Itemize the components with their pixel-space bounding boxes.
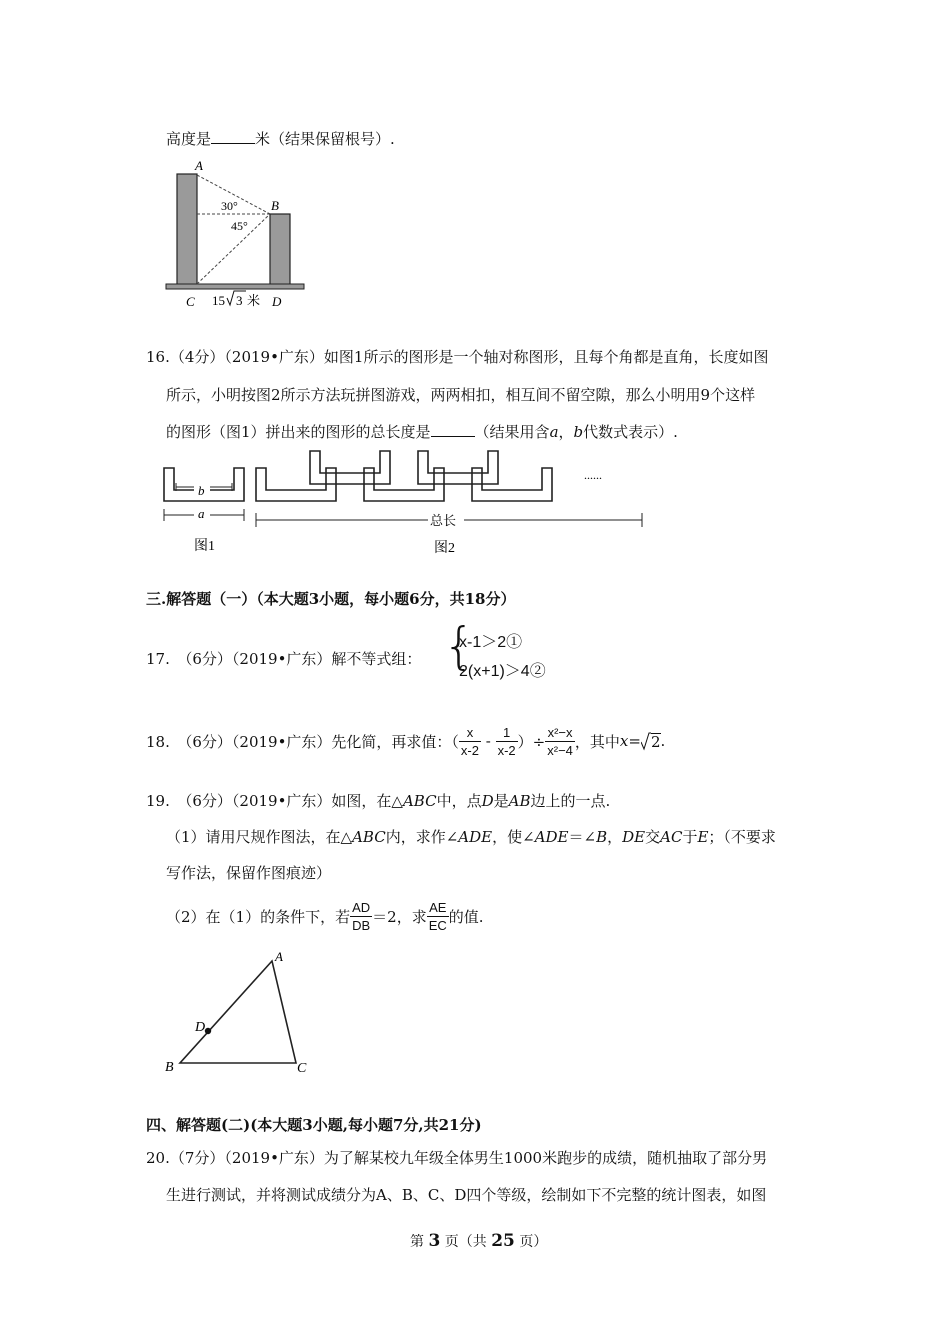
ellipsis: ...... bbox=[584, 468, 602, 482]
label-A: A bbox=[195, 158, 203, 173]
q19-line1: 19. （6分）（2019•广东）如图，在△ABC中，点D是AB边上的一点. bbox=[146, 792, 611, 810]
shape-fig2-4 bbox=[418, 451, 498, 484]
q16-line2: 所示，小明按图2所示方法玩拼图游戏，两两相扣，相互间不留空隙，那么小明用9个这样 bbox=[166, 386, 756, 404]
figure-puzzle bbox=[150, 445, 650, 560]
label-B: B bbox=[271, 198, 279, 213]
inequality-1: x-1＞2① bbox=[459, 634, 523, 651]
label-base-root: 3 bbox=[236, 293, 243, 308]
shape-fig2-2 bbox=[310, 451, 390, 484]
section4-title: 四、解答题(二)(本大题3小题,每小题7分,共21分) bbox=[146, 1116, 482, 1134]
q18: 18. （6分）（2019•广东）先化简，再求值：（ $\frac{x}{x-2}$ - $\frac{1}{x-2}$ ）÷ $\frac{\text{x²−x}}{\text{x²−4}}$ ，其中 x = 2 . bbox=[146, 724, 666, 758]
label-a: a bbox=[198, 506, 205, 521]
inequality-2: 2(x+1)＞4② bbox=[459, 663, 546, 680]
figure-triangle bbox=[160, 945, 320, 1080]
q19-part1: （1）请用尺规作图法，在△ABC内，求作∠ADE，使∠ADE＝∠B，DE交AC于E；（不要求 bbox=[166, 828, 776, 846]
label-C: C bbox=[186, 294, 195, 309]
q16-line1: 16.（4分）（2019•广东）如图1所示的图形是一个轴对称图形，且每个角都是直角，长度如图 bbox=[146, 348, 769, 366]
triangle-abc bbox=[180, 961, 296, 1063]
total-pages: 25 bbox=[491, 1231, 515, 1251]
caption-fig2: 图2 bbox=[434, 541, 455, 556]
figure-two-buildings bbox=[160, 155, 310, 313]
fraction-1: $\frac{x}{x-2}$ bbox=[460, 724, 479, 758]
sqrt-sign bbox=[641, 731, 651, 751]
fraction-ad-db: $\frac{AD}{DB}$ bbox=[352, 899, 371, 933]
label-D: D bbox=[272, 294, 282, 309]
label-b: b bbox=[198, 483, 205, 498]
q15-tail: 高度是 米（结果保留根号）. bbox=[166, 130, 395, 148]
label-base-15: 15 bbox=[212, 293, 225, 308]
building-right bbox=[270, 214, 290, 285]
label-total: 总长 bbox=[430, 513, 457, 528]
label-D: D bbox=[195, 1020, 206, 1035]
label-angle-45: 45° bbox=[231, 219, 248, 233]
caption-fig1: 图1 bbox=[194, 539, 215, 554]
answer-blank bbox=[211, 129, 255, 144]
q20-line1: 20.（7分）（2019•广东）为了解某校九年级全体男生1000米跑步的成绩，随机抽取了部分男 bbox=[146, 1149, 768, 1167]
label-B: B bbox=[165, 1060, 174, 1075]
q16-line3: 的图形（图1）拼出来的图形的总长度是 （结果用含a，b代数式表示）. bbox=[166, 423, 678, 441]
label-A: A bbox=[275, 949, 283, 964]
section3-title: 三.解答题（一）（本大题3小题，每小题6分，共18分） bbox=[146, 590, 516, 608]
point-D bbox=[205, 1028, 211, 1034]
q19-part2: （2）在（1）的条件下，若 $\frac{AD}{DB}$ ＝2，求 $\frac{AE}{EC}$ 的值. bbox=[166, 899, 484, 933]
label-base-unit: 米 bbox=[247, 293, 261, 308]
answer-blank bbox=[431, 422, 475, 437]
fraction-3: $\frac{\text{x²−x}}{\text{x²−4}}$ bbox=[547, 724, 573, 758]
building-left bbox=[177, 174, 197, 285]
fraction-ae-ec: $\frac{AE}{EC}$ bbox=[428, 899, 447, 933]
page-footer: 第 3 页（共 25 页） bbox=[410, 1231, 548, 1251]
label-C: C bbox=[297, 1061, 307, 1076]
q19-part1-line2: 写作法，保留作图痕迹） bbox=[166, 864, 332, 882]
q20-line2: 生进行测试，并将测试成绩分为A、B、C、D四个等级，绘制如下不完整的统计图表，如图 bbox=[166, 1186, 767, 1204]
page-number: 3 bbox=[428, 1231, 441, 1251]
q17-prefix: 17. （6分）（2019•广东）解不等式组： bbox=[146, 650, 422, 668]
label-angle-30: 30° bbox=[221, 199, 238, 213]
fraction-2: $\frac{1}{x-2}$ bbox=[497, 724, 516, 758]
left-brace: { bbox=[443, 617, 475, 675]
ground bbox=[166, 284, 304, 289]
